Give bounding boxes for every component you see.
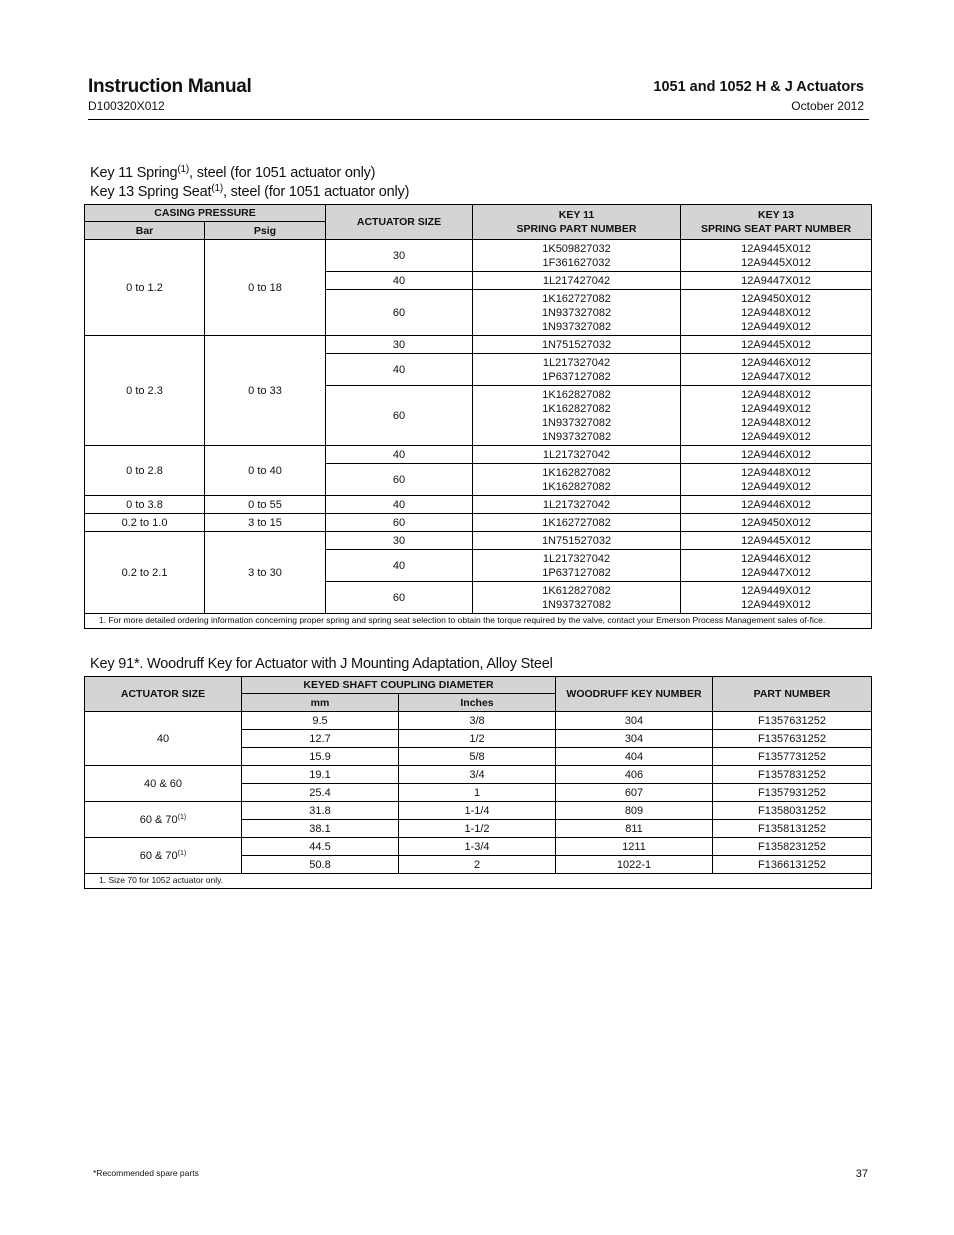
woodruff-key-number-cell: 1211 [556,838,713,856]
table-row [85,712,872,730]
part-number-cell: F1358031252 [713,802,872,820]
spring-seat-part-number: 12A9448X012 [741,306,811,319]
spring-table-body [85,240,872,629]
key11-header-line2: SPRING PART NUMBER [516,223,637,235]
page-number: 37 [855,1168,868,1180]
woodruff-key-header: WOODRUFF KEY NUMBER [556,677,713,712]
diameter-inches-cell: 3/8 [399,712,556,730]
spring-seat-part-number-cell [681,336,872,354]
woodruff-key-number-cell: 404 [556,748,713,766]
woodruff-key-number-cell: 304 [556,712,713,730]
actuator-size-cell: 40 [326,354,473,386]
footnote-row [85,614,872,629]
bar-range-cell: 0.2 to 1.0 [85,514,205,532]
table-row [85,496,872,514]
actuator-size-value: 40 & 60 [144,777,182,790]
spring-seat-part-number: 12A9447X012 [741,566,811,579]
diameter-inches-cell: 1 [399,784,556,802]
spring-part-number: 1P637127082 [542,370,611,383]
diameter-inches-cell: 2 [399,856,556,874]
actuator-size-cell: 40 [326,446,473,464]
woodruff-key-number-cell: 809 [556,802,713,820]
part-number-cell: F1366131252 [713,856,872,874]
woodruff-key-number-cell: 607 [556,784,713,802]
psig-range-cell: 3 to 15 [205,514,326,532]
spring-part-number: 1K162827082 [542,466,611,479]
actuator-size-cell: 40 [326,496,473,514]
spring-seat-part-number: 12A9447X012 [741,274,811,287]
spring-seat-part-number-cell [681,496,872,514]
spring-part-number: 1P637127082 [542,566,611,579]
spring-seat-part-number: 12A9450X012 [741,516,811,529]
spring-seat-part-number: 12A9449X012 [741,430,811,443]
spring-part-number: 1K162827082 [542,388,611,401]
key13-header [681,205,872,240]
actuator-size-cell [85,712,242,766]
spring-part-number: 1K162827082 [542,402,611,415]
spring-seat-part-number: 12A9449X012 [741,480,811,493]
spring-part-number-cell [473,272,681,290]
spring-part-number: 1L217327042 [542,552,611,565]
psig-range-cell: 0 to 40 [205,446,326,496]
actuator-size-value: 60 & 70 [139,849,178,862]
spring-seat-part-number: 12A9446X012 [741,552,811,565]
spring-part-number: 1L217327042 [542,448,611,461]
table-row [85,240,872,272]
actuator-size-cell: 60 [326,582,473,614]
diameter-inches-cell: 1/2 [399,730,556,748]
spring-part-number-cell [473,386,681,446]
spring-seat-part-number: 12A9449X012 [741,598,811,611]
key13-header-line2: SPRING SEAT PART NUMBER [700,223,852,235]
psig-range-cell: 0 to 33 [205,336,326,446]
diameter-mm-cell: 44.5 [242,838,399,856]
spring-seat-part-number-cell [681,272,872,290]
actuator-size-value: 60 & 70 [139,813,178,826]
diameter-mm-cell: 15.9 [242,748,399,766]
footnote-row [85,874,872,889]
diameter-mm-cell: 31.8 [242,802,399,820]
part-number-cell: F1358231252 [713,838,872,856]
document-id: D100320X012 [88,99,165,113]
table-footnote: 1. Size 70 for 1052 actuator only. [85,874,872,889]
bar-range-cell: 0 to 3.8 [85,496,205,514]
table-row [85,766,872,784]
woodruff-key-number-cell: 811 [556,820,713,838]
woodruff-key-number-cell: 304 [556,730,713,748]
table-row [85,336,872,354]
psig-range-cell: 0 to 18 [205,240,326,336]
spring-part-number: 1L217327042 [542,498,611,511]
footnote-reference: (1) [177,813,187,821]
key11-header [473,205,681,240]
actuator-size-cell: 30 [326,532,473,550]
spring-part-number-cell [473,446,681,464]
actuator-size-header: ACTUATOR SIZE [326,205,473,240]
header-rule [88,119,869,120]
bar-range-cell: 0.2 to 2.1 [85,532,205,614]
actuator-size-cell: 60 [326,464,473,496]
spring-part-number: 1N937327082 [541,430,612,443]
casing-pressure-header: CASING PRESSURE [85,205,326,222]
table-row [85,802,872,820]
actuator-size-cell [85,766,242,802]
spring-seat-part-number: 12A9446X012 [741,356,811,369]
diameter-mm-cell: 9.5 [242,712,399,730]
title-superscript: (1) [177,164,190,175]
spring-seat-part-number: 12A9448X012 [741,388,811,401]
spring-part-number-cell [473,354,681,386]
diameter-mm-cell: 19.1 [242,766,399,784]
actuator-size-cell: 30 [326,336,473,354]
woodruff-key-number-cell: 1022-1 [556,856,713,874]
section2-title: Key 91*. Woodruff Key for Actuator with J Mounting Adaptation, Alloy Steel [90,656,553,672]
spring-seat-part-number-cell [681,290,872,336]
title-text: , steel (for 1051 actuator only) [222,184,410,200]
actuator-size-cell: 30 [326,240,473,272]
part-number-cell: F1357731252 [713,748,872,766]
spring-seat-part-number: 12A9446X012 [741,448,811,461]
spring-seat-part-number-cell [681,514,872,532]
spring-part-number: 1N937327082 [541,320,612,333]
spring-part-number: 1N751527032 [541,338,612,351]
title-text: Key 13 Spring Seat [90,184,212,200]
diameter-inches-cell: 3/4 [399,766,556,784]
part-number-cell: F1358131252 [713,820,872,838]
spring-part-number: 1K162727082 [542,292,611,305]
spring-seat-part-number: 12A9449X012 [741,320,811,333]
spring-part-number-cell [473,336,681,354]
product-title: 1051 and 1052 H & J Actuators [653,79,864,95]
spring-part-number-cell [473,550,681,582]
table-row [85,446,872,464]
diameter-mm-cell: 50.8 [242,856,399,874]
psig-header: Psig [205,222,326,240]
spring-part-number: 1K612827082 [542,584,611,597]
spring-seat-part-number: 12A9446X012 [741,498,811,511]
manual-title: Instruction Manual [88,76,252,97]
keyed-shaft-header: KEYED SHAFT COUPLING DIAMETER [242,677,556,694]
table-row [85,514,872,532]
title-superscript: (1) [211,183,223,194]
spare-parts-note: *Recommended spare parts [93,1168,199,1178]
spring-seat-part-number: 12A9448X012 [741,416,811,429]
actuator-size-cell: 60 [326,290,473,336]
spring-part-number: 1L217327042 [542,356,611,369]
actuator-size-cell: 60 [326,386,473,446]
diameter-mm-cell: 25.4 [242,784,399,802]
woodruff-key-table [84,676,872,889]
spring-part-number: 1K162827082 [542,480,611,493]
spring-seat-part-number: 12A9448X012 [741,466,811,479]
title-text: Key 11 Spring [90,165,178,181]
title-text: , steel (for 1051 actuator only) [189,165,376,181]
spring-part-number-cell [473,496,681,514]
bar-range-cell: 0 to 1.2 [85,240,205,336]
footnote-reference: (1) [177,849,187,857]
table-row [85,838,872,856]
part-number-cell: F1357831252 [713,766,872,784]
section1-title-line2 [90,183,409,202]
spring-part-number: 1K162727082 [542,516,611,529]
spring-part-number: 1N937327082 [541,416,612,429]
mm-header: mm [242,694,399,712]
part-number-cell: F1357631252 [713,712,872,730]
section1-title-line1 [90,164,409,183]
spring-part-number-cell [473,582,681,614]
actuator-size-cell [85,838,242,874]
spring-seat-part-number: 12A9445X012 [741,256,811,269]
section1-title [90,164,409,202]
inches-header: Inches [399,694,556,712]
actuator-size-cell [85,802,242,838]
spring-part-number-cell [473,290,681,336]
psig-range-cell: 0 to 55 [205,496,326,514]
diameter-mm-cell: 38.1 [242,820,399,838]
spring-part-number: 1N937327082 [541,598,612,611]
diameter-mm-cell: 12.7 [242,730,399,748]
actuator-size-cell: 60 [326,514,473,532]
spring-part-number: 1N751527032 [541,534,612,547]
spring-seat-part-number-cell [681,240,872,272]
spring-part-number-cell [473,514,681,532]
spring-seat-part-number: 12A9445X012 [741,534,811,547]
actuator-size-value: 40 [156,732,170,745]
spring-part-number: 1L217427042 [542,274,611,287]
spring-seat-part-number-cell [681,532,872,550]
woodruff-table-body [85,712,872,889]
table-row [85,532,872,550]
spring-seat-part-number: 12A9449X012 [741,584,811,597]
spring-seat-part-number-cell [681,550,872,582]
spring-part-number: 1F361627032 [542,256,611,269]
spring-part-number-cell [473,240,681,272]
diameter-inches-cell: 1-3/4 [399,838,556,856]
actuator-size-header: ACTUATOR SIZE [85,677,242,712]
spring-seat-part-number-cell [681,446,872,464]
diameter-inches-cell: 1-1/4 [399,802,556,820]
spring-seat-part-number-cell [681,386,872,446]
bar-range-cell: 0 to 2.3 [85,336,205,446]
actuator-size-cell: 40 [326,272,473,290]
spring-seat-part-number-cell [681,582,872,614]
spring-seat-part-number-cell [681,354,872,386]
part-number-cell: F1357931252 [713,784,872,802]
spring-part-number: 1N937327082 [541,306,612,319]
spring-part-number-cell [473,464,681,496]
key11-header-line1: KEY 11 [558,209,595,221]
spring-part-number: 1K509827032 [542,242,611,255]
spring-seat-part-number-cell [681,464,872,496]
spring-seat-part-number: 12A9449X012 [741,402,811,415]
diameter-inches-cell: 5/8 [399,748,556,766]
bar-range-cell: 0 to 2.8 [85,446,205,496]
spring-part-number-cell [473,532,681,550]
part-number-cell: F1357631252 [713,730,872,748]
psig-range-cell: 3 to 30 [205,532,326,614]
table-footnote: 1. For more detailed ordering information concerning proper spring and spring seat selection to obtain the torque required by the valve, contact your Emerson Process Management sales of-fice. [85,614,872,629]
publication-date: October 2012 [791,99,864,113]
diameter-inches-cell: 1-1/2 [399,820,556,838]
spring-seat-part-number: 12A9445X012 [741,338,811,351]
actuator-size-cell: 40 [326,550,473,582]
spring-parts-table [84,204,872,629]
spring-seat-part-number: 12A9447X012 [741,370,811,383]
part-number-header: PART NUMBER [713,677,872,712]
key13-header-line1: KEY 13 [758,209,794,221]
bar-header: Bar [85,222,205,240]
spring-seat-part-number: 12A9445X012 [741,242,811,255]
spring-seat-part-number: 12A9450X012 [741,292,811,305]
woodruff-key-number-cell: 406 [556,766,713,784]
